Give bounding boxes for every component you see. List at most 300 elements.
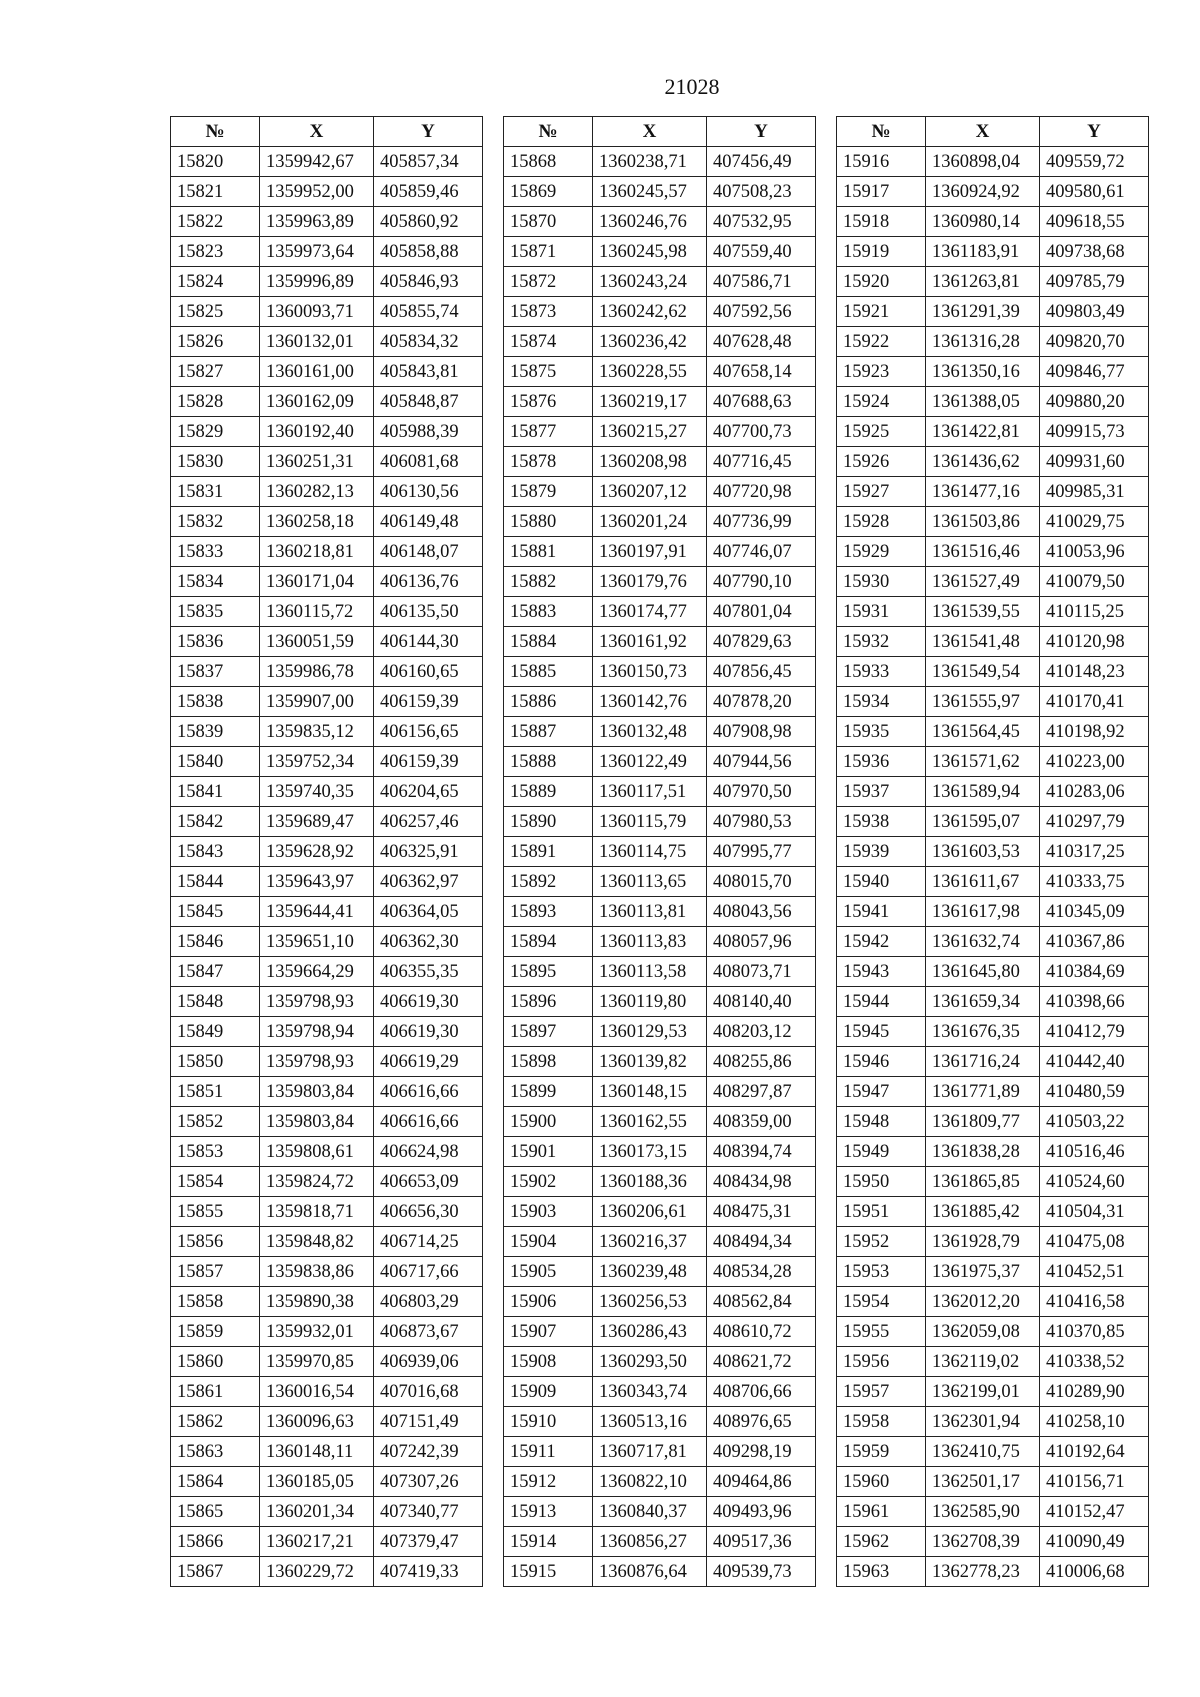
point-number-cell: 15836 <box>171 627 260 657</box>
y-coordinate-cell: 407700,73 <box>707 417 816 447</box>
point-number-cell: 15876 <box>504 387 593 417</box>
x-coordinate-cell: 1359824,72 <box>260 1167 374 1197</box>
x-coordinate-cell: 1360822,10 <box>593 1467 707 1497</box>
point-number-cell: 15910 <box>504 1407 593 1437</box>
x-coordinate-cell: 1361527,49 <box>926 567 1040 597</box>
table-row <box>837 897 1149 927</box>
y-coordinate-cell: 407716,45 <box>707 447 816 477</box>
point-number-cell: 15917 <box>837 177 926 207</box>
x-coordinate-cell: 1360132,01 <box>260 327 374 357</box>
table-row <box>837 567 1149 597</box>
y-coordinate-cell: 410384,69 <box>1040 957 1149 987</box>
table-row <box>837 627 1149 657</box>
y-coordinate-cell: 406130,56 <box>374 477 483 507</box>
point-number-cell: 15863 <box>171 1437 260 1467</box>
x-coordinate-cell: 1359644,41 <box>260 897 374 927</box>
x-coordinate-cell: 1360898,04 <box>926 147 1040 177</box>
table-row <box>504 237 816 267</box>
x-coordinate-cell: 1359907,00 <box>260 687 374 717</box>
point-number-cell: 15820 <box>171 147 260 177</box>
point-number-cell: 15855 <box>171 1197 260 1227</box>
table-row <box>837 1077 1149 1107</box>
header-y: Y <box>374 117 483 147</box>
y-coordinate-cell: 409880,20 <box>1040 387 1149 417</box>
y-coordinate-cell: 406149,48 <box>374 507 483 537</box>
point-number-cell: 15950 <box>837 1167 926 1197</box>
x-coordinate-cell: 1359963,89 <box>260 207 374 237</box>
x-coordinate-cell: 1361388,05 <box>926 387 1040 417</box>
table-row <box>504 567 816 597</box>
point-number-cell: 15929 <box>837 537 926 567</box>
table-row <box>504 777 816 807</box>
table-row <box>837 267 1149 297</box>
y-coordinate-cell: 410192,64 <box>1040 1437 1149 1467</box>
point-number-cell: 15857 <box>171 1257 260 1287</box>
table-row <box>504 1557 816 1587</box>
point-number-cell: 15944 <box>837 987 926 1017</box>
y-coordinate-cell: 407586,71 <box>707 267 816 297</box>
y-coordinate-cell: 406653,09 <box>374 1167 483 1197</box>
point-number-cell: 15938 <box>837 807 926 837</box>
point-number-cell: 15896 <box>504 987 593 1017</box>
y-coordinate-cell: 408297,87 <box>707 1077 816 1107</box>
table-row <box>504 1467 816 1497</box>
y-coordinate-cell: 410198,92 <box>1040 717 1149 747</box>
x-coordinate-cell: 1360236,42 <box>593 327 707 357</box>
y-coordinate-cell: 408621,72 <box>707 1347 816 1377</box>
table-row <box>171 717 483 747</box>
point-number-cell: 15934 <box>837 687 926 717</box>
y-coordinate-cell: 407559,40 <box>707 237 816 267</box>
point-number-cell: 15949 <box>837 1137 926 1167</box>
point-number-cell: 15835 <box>171 597 260 627</box>
x-coordinate-cell: 1360245,57 <box>593 177 707 207</box>
x-coordinate-cell: 1360113,83 <box>593 927 707 957</box>
y-coordinate-cell: 407456,49 <box>707 147 816 177</box>
table-row <box>171 1257 483 1287</box>
point-number-cell: 15853 <box>171 1137 260 1167</box>
table-row <box>504 807 816 837</box>
x-coordinate-cell: 1361632,74 <box>926 927 1040 957</box>
table-row <box>837 657 1149 687</box>
table-row <box>171 267 483 297</box>
table-row <box>504 687 816 717</box>
table-row <box>837 597 1149 627</box>
x-coordinate-cell: 1361603,53 <box>926 837 1040 867</box>
x-coordinate-cell: 1360840,37 <box>593 1497 707 1527</box>
y-coordinate-cell: 406619,30 <box>374 987 483 1017</box>
y-coordinate-cell: 409846,77 <box>1040 357 1149 387</box>
x-coordinate-cell: 1360856,27 <box>593 1527 707 1557</box>
x-coordinate-cell: 1360171,04 <box>260 567 374 597</box>
y-coordinate-cell: 407658,14 <box>707 357 816 387</box>
y-coordinate-cell: 410338,52 <box>1040 1347 1149 1377</box>
table-row <box>504 867 816 897</box>
x-coordinate-cell: 1360717,81 <box>593 1437 707 1467</box>
table-row <box>171 747 483 777</box>
x-coordinate-cell: 1360256,53 <box>593 1287 707 1317</box>
point-number-cell: 15874 <box>504 327 593 357</box>
table-row <box>171 1377 483 1407</box>
point-number-cell: 15826 <box>171 327 260 357</box>
x-coordinate-cell: 1361291,39 <box>926 297 1040 327</box>
y-coordinate-cell: 406257,46 <box>374 807 483 837</box>
point-number-cell: 15839 <box>171 717 260 747</box>
y-coordinate-cell: 405858,88 <box>374 237 483 267</box>
table-row <box>504 1347 816 1377</box>
point-number-cell: 15881 <box>504 537 593 567</box>
point-number-cell: 15930 <box>837 567 926 597</box>
table-row <box>171 1467 483 1497</box>
table-row <box>837 747 1149 777</box>
x-coordinate-cell: 1362778,23 <box>926 1557 1040 1587</box>
y-coordinate-cell: 407746,07 <box>707 537 816 567</box>
table-row <box>171 1197 483 1227</box>
point-number-cell: 15931 <box>837 597 926 627</box>
table-row <box>837 297 1149 327</box>
point-number-cell: 15886 <box>504 687 593 717</box>
point-number-cell: 15956 <box>837 1347 926 1377</box>
table-row <box>837 927 1149 957</box>
x-coordinate-cell: 1361183,91 <box>926 237 1040 267</box>
table-row <box>837 1407 1149 1437</box>
table-row <box>504 1017 816 1047</box>
table-row <box>504 417 816 447</box>
table-row <box>837 1047 1149 1077</box>
x-coordinate-cell: 1361316,28 <box>926 327 1040 357</box>
y-coordinate-cell: 406355,35 <box>374 957 483 987</box>
x-coordinate-cell: 1360343,74 <box>593 1377 707 1407</box>
y-coordinate-cell: 409618,55 <box>1040 207 1149 237</box>
table-row <box>171 207 483 237</box>
y-coordinate-cell: 406204,65 <box>374 777 483 807</box>
x-coordinate-cell: 1360113,58 <box>593 957 707 987</box>
table-row <box>171 957 483 987</box>
point-number-cell: 15928 <box>837 507 926 537</box>
point-number-cell: 15942 <box>837 927 926 957</box>
header-x: X <box>926 117 1040 147</box>
x-coordinate-cell: 1360051,59 <box>260 627 374 657</box>
x-coordinate-cell: 1359798,94 <box>260 1017 374 1047</box>
x-coordinate-cell: 1361422,81 <box>926 417 1040 447</box>
point-number-cell: 15914 <box>504 1527 593 1557</box>
table-row <box>504 747 816 777</box>
table-row <box>837 207 1149 237</box>
table-row <box>504 297 816 327</box>
table-row <box>504 1287 816 1317</box>
table-row <box>171 1437 483 1467</box>
x-coordinate-cell: 1360150,73 <box>593 657 707 687</box>
table-row <box>171 507 483 537</box>
y-coordinate-cell: 406873,67 <box>374 1317 483 1347</box>
point-number-cell: 15885 <box>504 657 593 687</box>
x-coordinate-cell: 1359890,38 <box>260 1287 374 1317</box>
y-coordinate-cell: 407242,39 <box>374 1437 483 1467</box>
y-coordinate-cell: 406135,50 <box>374 597 483 627</box>
y-coordinate-cell: 410223,00 <box>1040 747 1149 777</box>
point-number-cell: 15827 <box>171 357 260 387</box>
x-coordinate-cell: 1362012,20 <box>926 1287 1040 1317</box>
x-coordinate-cell: 1361350,16 <box>926 357 1040 387</box>
y-coordinate-cell: 406159,39 <box>374 747 483 777</box>
point-number-cell: 15844 <box>171 867 260 897</box>
y-coordinate-cell: 409298,19 <box>707 1437 816 1467</box>
y-coordinate-cell: 406939,06 <box>374 1347 483 1377</box>
x-coordinate-cell: 1359628,92 <box>260 837 374 867</box>
table-row <box>837 477 1149 507</box>
x-coordinate-cell: 1359752,34 <box>260 747 374 777</box>
x-coordinate-cell: 1360219,17 <box>593 387 707 417</box>
y-coordinate-cell: 410053,96 <box>1040 537 1149 567</box>
y-coordinate-cell: 407856,45 <box>707 657 816 687</box>
x-coordinate-cell: 1361716,24 <box>926 1047 1040 1077</box>
point-number-cell: 15911 <box>504 1437 593 1467</box>
x-coordinate-cell: 1360293,50 <box>593 1347 707 1377</box>
header-y: Y <box>707 117 816 147</box>
table-row <box>837 1527 1149 1557</box>
point-number-cell: 15877 <box>504 417 593 447</box>
table-row <box>504 147 816 177</box>
table-row <box>837 1377 1149 1407</box>
y-coordinate-cell: 410152,47 <box>1040 1497 1149 1527</box>
table-row <box>837 1287 1149 1317</box>
table-row <box>504 1407 816 1437</box>
x-coordinate-cell: 1362199,01 <box>926 1377 1040 1407</box>
y-coordinate-cell: 410156,71 <box>1040 1467 1149 1497</box>
table-row <box>504 897 816 927</box>
point-number-cell: 15883 <box>504 597 593 627</box>
y-coordinate-cell: 408255,86 <box>707 1047 816 1077</box>
y-coordinate-cell: 409493,96 <box>707 1497 816 1527</box>
table-row <box>171 1047 483 1077</box>
point-number-cell: 15850 <box>171 1047 260 1077</box>
y-coordinate-cell: 410148,23 <box>1040 657 1149 687</box>
y-coordinate-cell: 409820,70 <box>1040 327 1149 357</box>
table-row <box>171 1317 483 1347</box>
table-row <box>171 597 483 627</box>
x-coordinate-cell: 1360246,76 <box>593 207 707 237</box>
point-number-cell: 15961 <box>837 1497 926 1527</box>
point-number-cell: 15851 <box>171 1077 260 1107</box>
x-coordinate-cell: 1360206,61 <box>593 1197 707 1227</box>
table-row <box>171 357 483 387</box>
table-row <box>504 267 816 297</box>
x-coordinate-cell: 1360258,18 <box>260 507 374 537</box>
y-coordinate-cell: 408976,65 <box>707 1407 816 1437</box>
point-number-cell: 15916 <box>837 147 926 177</box>
x-coordinate-cell: 1361541,48 <box>926 627 1040 657</box>
point-number-cell: 15866 <box>171 1527 260 1557</box>
table-row <box>504 1497 816 1527</box>
table-row <box>171 627 483 657</box>
table-row <box>837 147 1149 177</box>
table-row <box>504 657 816 687</box>
y-coordinate-cell: 410029,75 <box>1040 507 1149 537</box>
y-coordinate-cell: 410079,50 <box>1040 567 1149 597</box>
y-coordinate-cell: 406619,30 <box>374 1017 483 1047</box>
y-coordinate-cell: 408434,98 <box>707 1167 816 1197</box>
point-number-cell: 15921 <box>837 297 926 327</box>
y-coordinate-cell: 406364,05 <box>374 897 483 927</box>
y-coordinate-cell: 406803,29 <box>374 1287 483 1317</box>
point-number-cell: 15856 <box>171 1227 260 1257</box>
x-coordinate-cell: 1360113,81 <box>593 897 707 927</box>
table-row <box>837 1557 1149 1587</box>
table-row <box>171 237 483 267</box>
x-coordinate-cell: 1359942,67 <box>260 147 374 177</box>
header-number: № <box>837 117 926 147</box>
y-coordinate-cell: 406160,65 <box>374 657 483 687</box>
point-number-cell: 15852 <box>171 1107 260 1137</box>
point-number-cell: 15841 <box>171 777 260 807</box>
point-number-cell: 15842 <box>171 807 260 837</box>
table-row <box>171 777 483 807</box>
table-row <box>837 417 1149 447</box>
point-number-cell: 15922 <box>837 327 926 357</box>
point-number-cell: 15899 <box>504 1077 593 1107</box>
x-coordinate-cell: 1359818,71 <box>260 1197 374 1227</box>
table-row <box>171 567 483 597</box>
table-row <box>171 1407 483 1437</box>
point-number-cell: 15873 <box>504 297 593 327</box>
point-number-cell: 15948 <box>837 1107 926 1137</box>
x-coordinate-cell: 1361564,45 <box>926 717 1040 747</box>
x-coordinate-cell: 1360162,55 <box>593 1107 707 1137</box>
y-coordinate-cell: 408203,12 <box>707 1017 816 1047</box>
x-coordinate-cell: 1359803,84 <box>260 1107 374 1137</box>
y-coordinate-cell: 409931,60 <box>1040 447 1149 477</box>
table-row <box>837 837 1149 867</box>
point-number-cell: 15879 <box>504 477 593 507</box>
y-coordinate-cell: 410258,10 <box>1040 1407 1149 1437</box>
point-number-cell: 15824 <box>171 267 260 297</box>
x-coordinate-cell: 1360980,14 <box>926 207 1040 237</box>
y-coordinate-cell: 410504,31 <box>1040 1197 1149 1227</box>
y-coordinate-cell: 408359,00 <box>707 1107 816 1137</box>
x-coordinate-cell: 1360162,09 <box>260 387 374 417</box>
x-coordinate-cell: 1361571,62 <box>926 747 1040 777</box>
table-row <box>837 177 1149 207</box>
x-coordinate-cell: 1360117,51 <box>593 777 707 807</box>
point-number-cell: 15953 <box>837 1257 926 1287</box>
point-number-cell: 15840 <box>171 747 260 777</box>
y-coordinate-cell: 410297,79 <box>1040 807 1149 837</box>
point-number-cell: 15860 <box>171 1347 260 1377</box>
point-number-cell: 15960 <box>837 1467 926 1497</box>
x-coordinate-cell: 1360132,48 <box>593 717 707 747</box>
x-coordinate-cell: 1362708,39 <box>926 1527 1040 1557</box>
y-coordinate-cell: 406616,66 <box>374 1107 483 1137</box>
point-number-cell: 15854 <box>171 1167 260 1197</box>
y-coordinate-cell: 410524,60 <box>1040 1167 1149 1197</box>
x-coordinate-cell: 1360242,62 <box>593 297 707 327</box>
table-row <box>171 927 483 957</box>
point-number-cell: 15927 <box>837 477 926 507</box>
y-coordinate-cell: 410317,25 <box>1040 837 1149 867</box>
x-coordinate-cell: 1360238,71 <box>593 147 707 177</box>
x-coordinate-cell: 1361549,54 <box>926 657 1040 687</box>
point-number-cell: 15865 <box>171 1497 260 1527</box>
table-row <box>171 657 483 687</box>
table-row <box>837 807 1149 837</box>
y-coordinate-cell: 410503,22 <box>1040 1107 1149 1137</box>
y-coordinate-cell: 408015,70 <box>707 867 816 897</box>
y-coordinate-cell: 410370,85 <box>1040 1317 1149 1347</box>
table-row <box>171 867 483 897</box>
x-coordinate-cell: 1360197,91 <box>593 537 707 567</box>
table-row <box>504 927 816 957</box>
point-number-cell: 15889 <box>504 777 593 807</box>
table-row <box>504 987 816 1017</box>
x-coordinate-cell: 1359986,78 <box>260 657 374 687</box>
table-row <box>171 1287 483 1317</box>
point-number-cell: 15898 <box>504 1047 593 1077</box>
x-coordinate-cell: 1360139,82 <box>593 1047 707 1077</box>
y-coordinate-cell: 407508,23 <box>707 177 816 207</box>
point-number-cell: 15935 <box>837 717 926 747</box>
y-coordinate-cell: 410333,75 <box>1040 867 1149 897</box>
table-row <box>171 987 483 1017</box>
y-coordinate-cell: 408043,56 <box>707 897 816 927</box>
x-coordinate-cell: 1359952,00 <box>260 177 374 207</box>
point-number-cell: 15919 <box>837 237 926 267</box>
point-number-cell: 15925 <box>837 417 926 447</box>
table-row <box>504 357 816 387</box>
x-coordinate-cell: 1360148,15 <box>593 1077 707 1107</box>
x-coordinate-cell: 1359798,93 <box>260 1047 374 1077</box>
x-coordinate-cell: 1360207,12 <box>593 477 707 507</box>
point-number-cell: 15891 <box>504 837 593 867</box>
y-coordinate-cell: 406156,65 <box>374 717 483 747</box>
point-number-cell: 15849 <box>171 1017 260 1047</box>
header-number: № <box>504 117 593 147</box>
x-coordinate-cell: 1360115,72 <box>260 597 374 627</box>
point-number-cell: 15838 <box>171 687 260 717</box>
table-row <box>171 1527 483 1557</box>
point-number-cell: 15912 <box>504 1467 593 1497</box>
table-row <box>837 1107 1149 1137</box>
table-row <box>171 1017 483 1047</box>
y-coordinate-cell: 409559,72 <box>1040 147 1149 177</box>
y-coordinate-cell: 407980,53 <box>707 807 816 837</box>
point-number-cell: 15932 <box>837 627 926 657</box>
table-row <box>504 537 816 567</box>
point-number-cell: 15947 <box>837 1077 926 1107</box>
point-number-cell: 15895 <box>504 957 593 987</box>
y-coordinate-cell: 407790,10 <box>707 567 816 597</box>
x-coordinate-cell: 1360161,00 <box>260 357 374 387</box>
y-coordinate-cell: 406714,25 <box>374 1227 483 1257</box>
table-row <box>837 1347 1149 1377</box>
y-coordinate-cell: 408610,72 <box>707 1317 816 1347</box>
y-coordinate-cell: 408394,74 <box>707 1137 816 1167</box>
point-number-cell: 15963 <box>837 1557 926 1587</box>
point-number-cell: 15830 <box>171 447 260 477</box>
point-number-cell: 15941 <box>837 897 926 927</box>
point-number-cell: 15822 <box>171 207 260 237</box>
x-coordinate-cell: 1361645,80 <box>926 957 1040 987</box>
table-row <box>504 1437 816 1467</box>
point-number-cell: 15875 <box>504 357 593 387</box>
x-coordinate-cell: 1361436,62 <box>926 447 1040 477</box>
x-coordinate-cell: 1360096,63 <box>260 1407 374 1437</box>
y-coordinate-cell: 407801,04 <box>707 597 816 627</box>
x-coordinate-cell: 1359808,61 <box>260 1137 374 1167</box>
table-row <box>504 837 816 867</box>
table-row <box>171 807 483 837</box>
x-coordinate-cell: 1362410,75 <box>926 1437 1040 1467</box>
y-coordinate-cell: 408534,28 <box>707 1257 816 1287</box>
